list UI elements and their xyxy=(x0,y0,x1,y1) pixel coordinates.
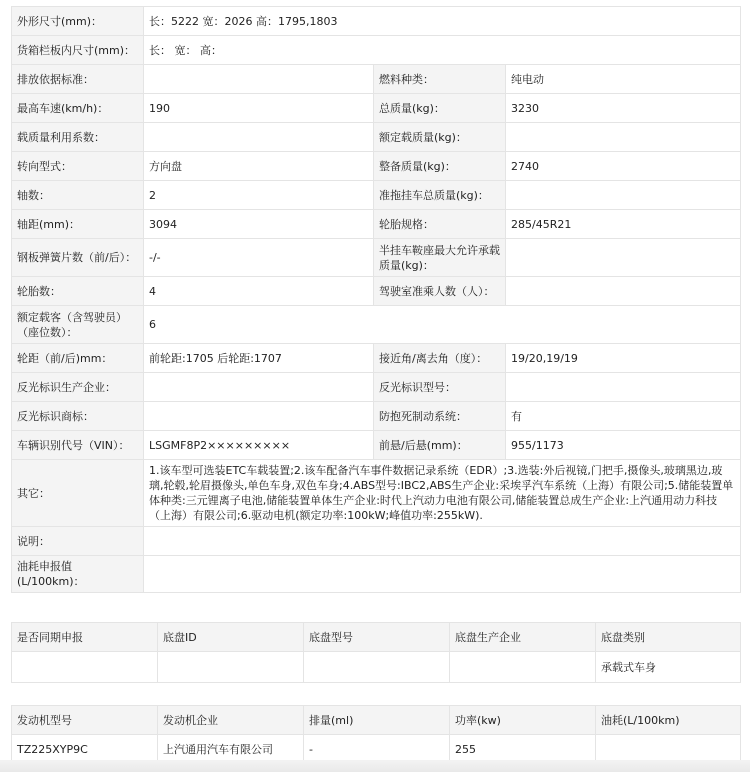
spec-label: 整备质量(kg)： xyxy=(374,152,506,181)
spec-row xyxy=(12,94,741,123)
spec-row xyxy=(12,306,741,344)
spec-row xyxy=(12,239,741,277)
engine-header-power: 功率(kw) xyxy=(450,706,596,735)
engine-header-model: 发动机型号 xyxy=(12,706,158,735)
vehicle-spec-table xyxy=(11,6,741,593)
spec-row xyxy=(12,7,741,36)
engine-displacement-value: - xyxy=(304,735,450,764)
spec-label: 驾驶室准乘人数（人）： xyxy=(374,277,506,306)
engine-header-row xyxy=(12,706,741,735)
spec-value: -/- xyxy=(144,239,374,277)
spec-value: 3094 xyxy=(144,210,374,239)
spec-row xyxy=(12,402,741,431)
spec-label: 总质量(kg)： xyxy=(374,94,506,123)
spec-row xyxy=(12,460,741,527)
spec-label: 其它： xyxy=(12,460,144,527)
spec-value xyxy=(506,277,741,306)
spec-label: 油耗申报值(L/100km)： xyxy=(12,556,144,593)
spec-value: 3230 xyxy=(506,94,741,123)
spec-label: 轴距(mm)： xyxy=(12,210,144,239)
spec-label: 防抱死制动系统： xyxy=(374,402,506,431)
spec-value xyxy=(144,527,741,556)
spec-value xyxy=(144,123,374,152)
chassis-header-maker: 底盘生产企业 xyxy=(450,623,596,652)
spec-label: 轮胎数： xyxy=(12,277,144,306)
spec-row xyxy=(12,65,741,94)
spec-label: 反光标识型号： xyxy=(374,373,506,402)
chassis-table xyxy=(11,622,741,683)
spec-row xyxy=(12,344,741,373)
spec-label: 钢板弹簧片数（前/后）： xyxy=(12,239,144,277)
spec-label: 准拖挂车总质量(kg)： xyxy=(374,181,506,210)
spec-row xyxy=(12,373,741,402)
spec-label: 反光标识生产企业： xyxy=(12,373,144,402)
spec-label: 轴数： xyxy=(12,181,144,210)
spec-value xyxy=(144,65,374,94)
spec-value: 285/45R21 xyxy=(506,210,741,239)
chassis-header-model: 底盘型号 xyxy=(304,623,450,652)
spec-value: 长：5222 宽：2026 高：1795,1803 xyxy=(144,7,741,36)
spec-value xyxy=(506,239,741,277)
spec-label: 接近角/离去角（度）： xyxy=(374,344,506,373)
spec-value: 2740 xyxy=(506,152,741,181)
spec-label: 半挂车鞍座最大允许承载质量(kg)： xyxy=(374,239,506,277)
spec-label: 货箱栏板内尺寸(mm)： xyxy=(12,36,144,65)
spec-value: 1.该车型可选装ETC车载装置;2.该车配备汽车事件数据记录系统（EDR）;3.选装:外后视镜,门把手,摄像头,玻璃黑边,玻璃,轮毂,轮眉摄像头,单色车身,双色车身;4.ABS型号:IBC2,ABS生产企业:采埃孚汽车系统（上海）有限公司;5.储能装置单体种类:三元锂离子电池,储能装置单体生产企业:时代上汽动力电池有限公司,储能装置总成生产企业:上汽通用动力科技（上海）有限公司;6.驱动电机(额定功率:100kW;峰值功率:255kW). xyxy=(144,460,741,527)
chassis-header-type: 底盘类别 xyxy=(596,623,741,652)
spec-value xyxy=(144,556,741,593)
engine-header-consumption: 油耗(L/100km) xyxy=(596,706,741,735)
engine-power-value: 255 xyxy=(450,735,596,764)
spec-label: 说明： xyxy=(12,527,144,556)
spec-row xyxy=(12,556,741,593)
spec-value xyxy=(144,373,374,402)
spec-row xyxy=(12,123,741,152)
bottom-shade xyxy=(0,760,750,772)
engine-header-maker: 发动机企业 xyxy=(158,706,304,735)
spec-label: 外形尺寸(mm)： xyxy=(12,7,144,36)
spec-value: 955/1173 xyxy=(506,431,741,460)
spec-value: 2 xyxy=(144,181,374,210)
spec-label: 额定载客（含驾驶员）（座位数）： xyxy=(12,306,144,344)
spec-row xyxy=(12,431,741,460)
spec-value: 4 xyxy=(144,277,374,306)
spec-row xyxy=(12,277,741,306)
spec-label: 轮胎规格： xyxy=(374,210,506,239)
chassis-header-id: 底盘ID xyxy=(158,623,304,652)
spec-value: 纯电动 xyxy=(506,65,741,94)
spec-value: 有 xyxy=(506,402,741,431)
engine-maker-value: 上汽通用汽车有限公司 xyxy=(158,735,304,764)
spec-value: LSGMF8P2××××××××× xyxy=(144,431,374,460)
spec-row xyxy=(12,181,741,210)
chassis-type-value: 承载式车身 xyxy=(596,652,741,683)
spec-label: 转向型式： xyxy=(12,152,144,181)
engine-header-displacement: 排量(ml) xyxy=(304,706,450,735)
spec-row xyxy=(12,210,741,239)
spec-value: 长： 宽： 高： xyxy=(144,36,741,65)
chassis-header-sync: 是否同期申报 xyxy=(12,623,158,652)
chassis-model-value xyxy=(304,652,450,683)
spec-value: 6 xyxy=(144,306,741,344)
spec-value: 方向盘 xyxy=(144,152,374,181)
chassis-data-row xyxy=(12,652,741,683)
spec-label: 前悬/后悬(mm)： xyxy=(374,431,506,460)
spec-value: 前轮距:1705 后轮距:1707 xyxy=(144,344,374,373)
spec-value xyxy=(506,123,741,152)
spec-label: 燃料种类： xyxy=(374,65,506,94)
spec-label: 车辆识别代号（VIN）： xyxy=(12,431,144,460)
spec-row xyxy=(12,152,741,181)
chassis-maker-value xyxy=(450,652,596,683)
spec-label: 轮距（前/后)mm： xyxy=(12,344,144,373)
spec-label: 载质量利用系数： xyxy=(12,123,144,152)
spec-value: 190 xyxy=(144,94,374,123)
spec-value: 19/20,19/19 xyxy=(506,344,741,373)
spec-value xyxy=(506,181,741,210)
engine-table xyxy=(11,705,741,764)
spec-row xyxy=(12,527,741,556)
spec-label: 排放依据标准： xyxy=(12,65,144,94)
spec-value xyxy=(506,373,741,402)
spec-row xyxy=(12,36,741,65)
spec-label: 反光标识商标： xyxy=(12,402,144,431)
spec-label: 最高车速(km/h)： xyxy=(12,94,144,123)
spec-label: 额定载质量(kg)： xyxy=(374,123,506,152)
engine-model-value: TZ225XYP9C xyxy=(12,735,158,764)
chassis-header-row xyxy=(12,623,741,652)
spec-value xyxy=(144,402,374,431)
chassis-id-value xyxy=(158,652,304,683)
chassis-sync-value xyxy=(12,652,158,683)
